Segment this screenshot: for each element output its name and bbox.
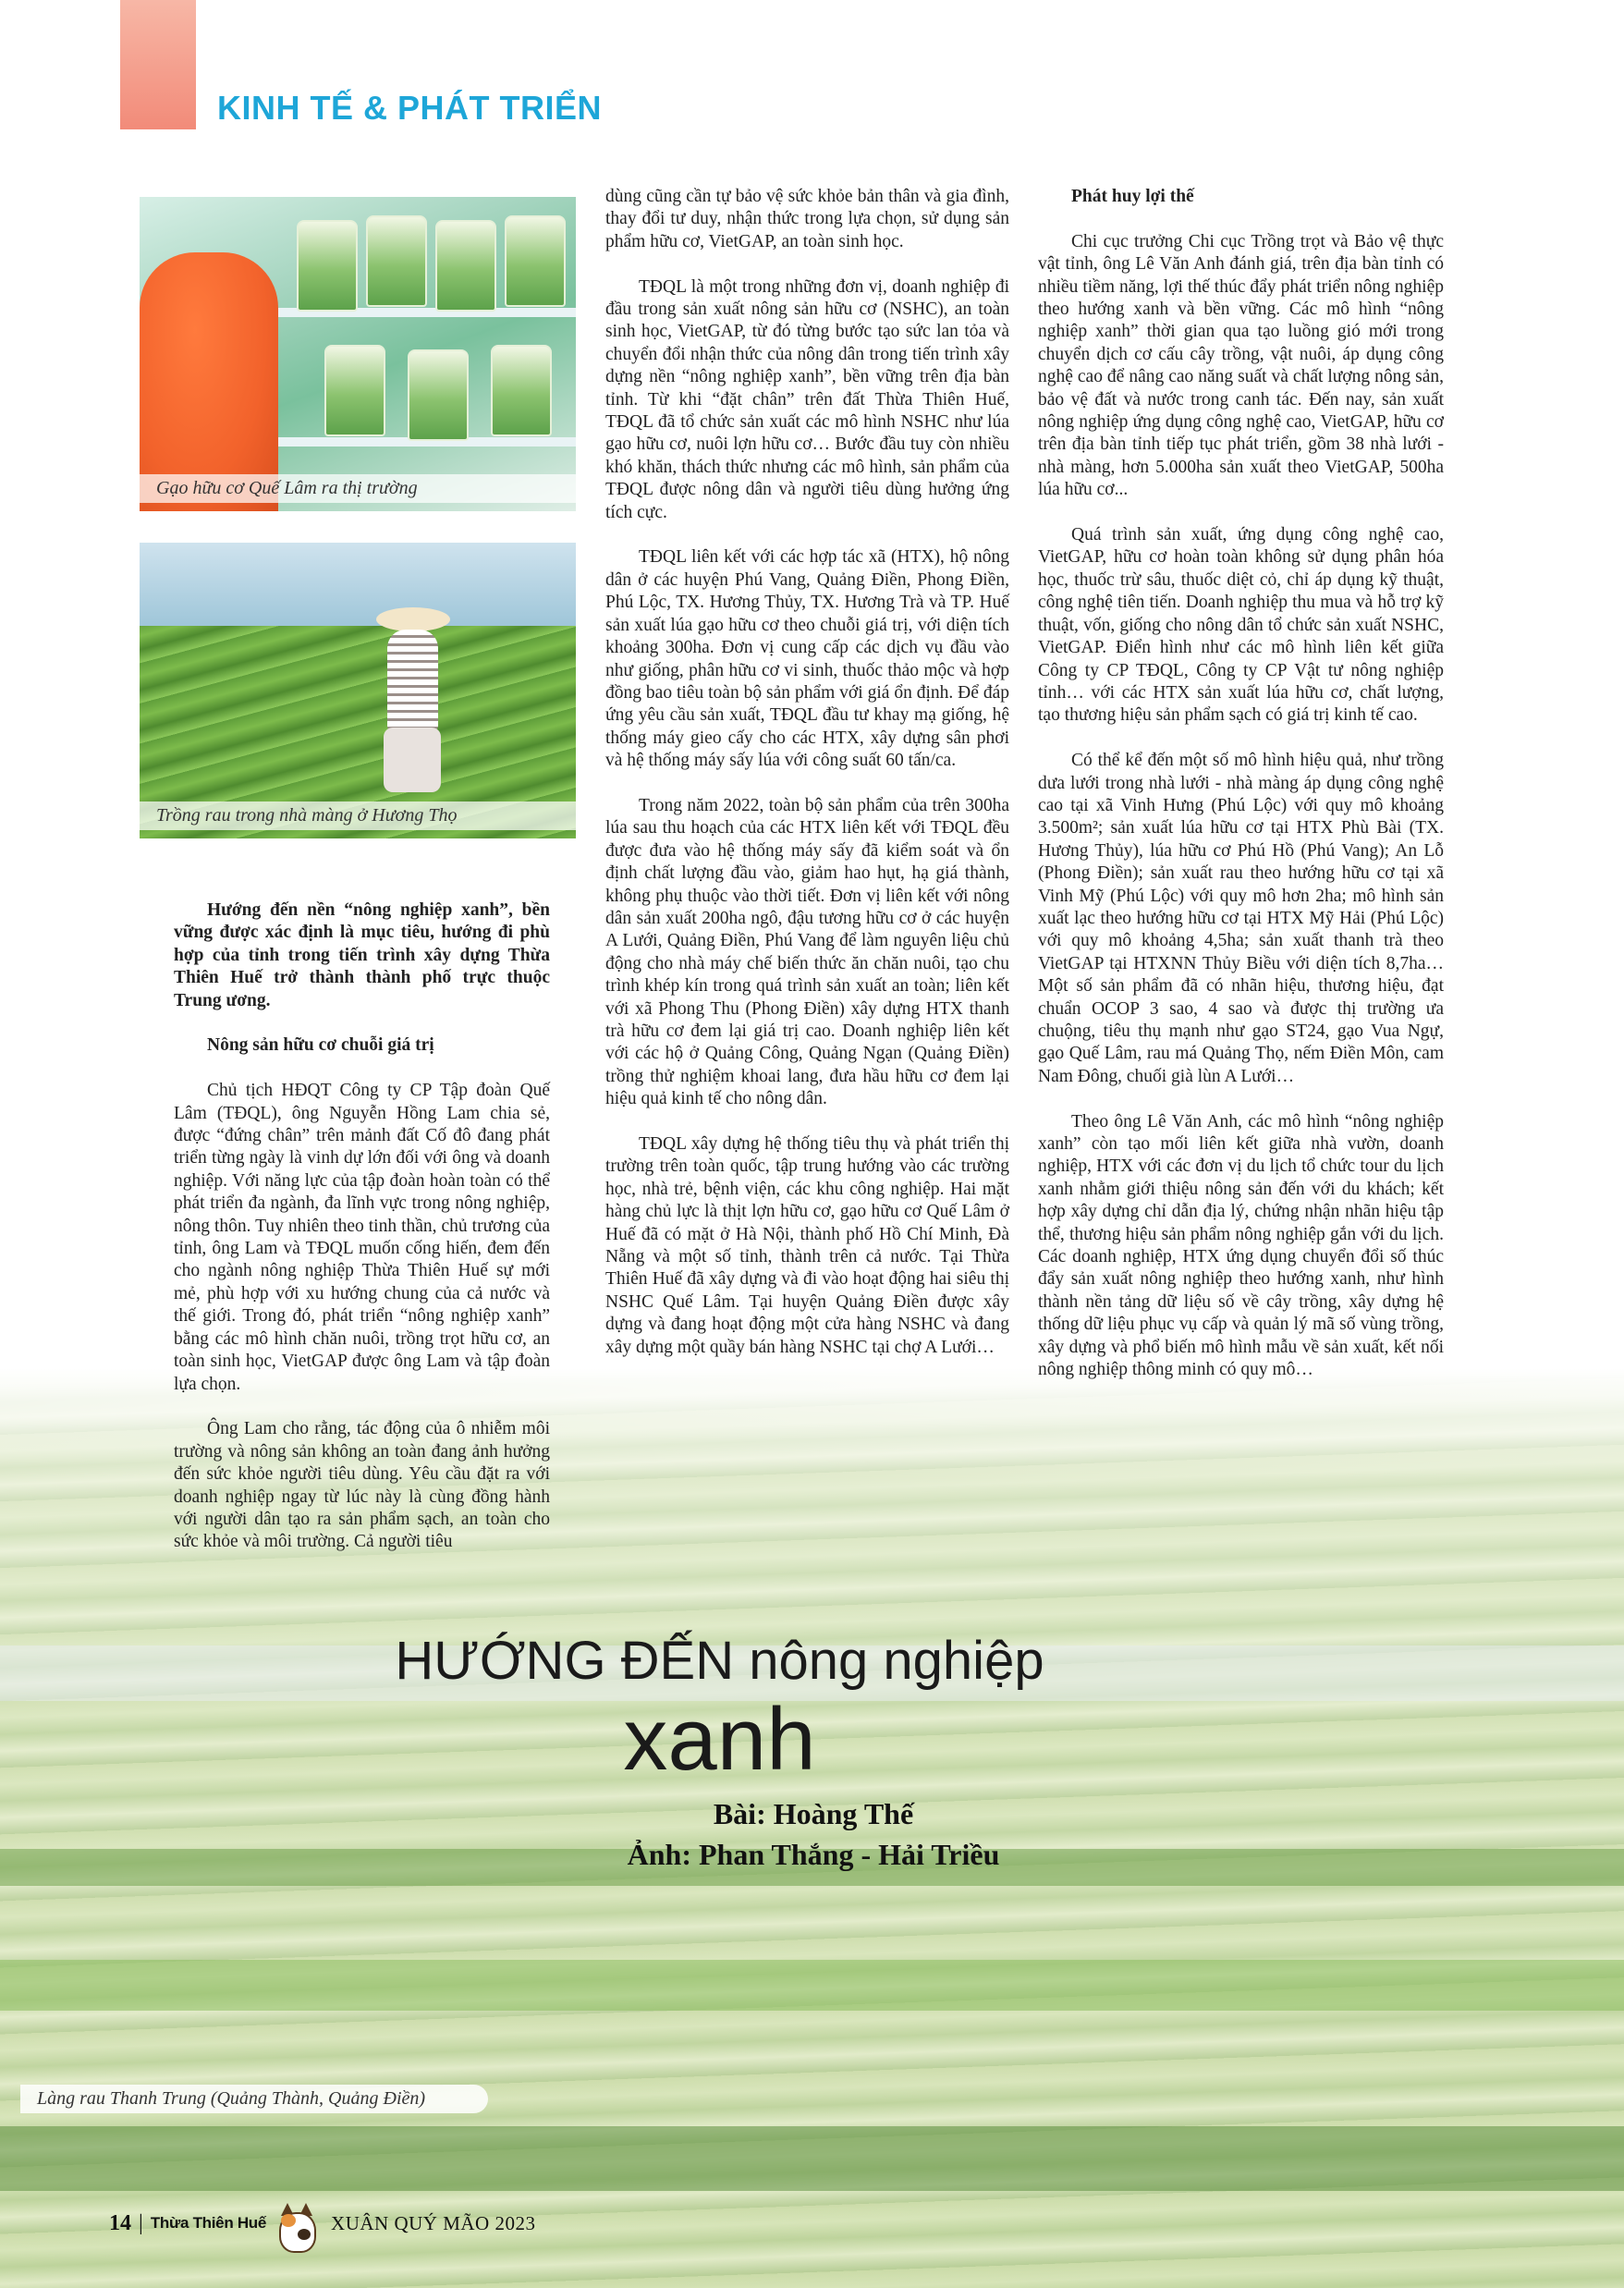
cat-patch [281, 2214, 296, 2227]
photo-band [0, 1960, 1624, 2011]
rice-shelf-photo [140, 197, 576, 511]
greenhouse-roof [140, 543, 576, 626]
paragraph: TĐQL là một trong những đơn vị, doanh nghiệp đi đầu trong sản xuất nông sản hữu cơ (NSHC), an toàn sinh học, VietGAP, từ đó từng bước tạo sức lan tỏa và chuyển đổi nhận thức của nông dân trong tiến trình xây dựng nền “nông nghiệp xanh”, bền vững trên địa bàn tỉnh. Từ khi “đặt chân” trên đất Thừa Thiên Huế, TĐQL đã tổ chức sản xuất các mô hình NSHC như lúa gạo hữu cơ, nuôi lợn hữu cơ… Bước đầu tuy còn nhiều khó khăn, thách thức nhưng các mô hình, sản phẩm của TĐQL được nông dân và người tiêu dùng hưởng ứng tích cực. [605, 276, 1009, 522]
cat-patch [298, 2229, 311, 2240]
rice-bag [297, 220, 358, 312]
paragraph: TĐQL liên kết với các hợp tác xã (HTX), hộ nông dân ở các huyện Phú Vang, Quảng Điền, Phong Điền, Phú Lộc, TX. Hương Thủy, TX. Hương Trà và TP. Huế sản xuất lúa gạo hữu cơ theo chuỗi giá trị, với diện tích khoảng 300ha. Đơn vị cung cấp các dịch vụ đầu vào như giống, phân hữu cơ vi sinh, thuốc thảo mộc và hợp đồng bao tiêu toàn bộ sản phẩm với giá ổn định. Để đáp ứng yêu cầu sản xuất, TĐQL đầu tư khay mạ giống, hệ thống máy gieo cấy cho các HTX, xây dựng sân phơi và hệ thống máy sấy lúa với công suất 60 tấn/ca. [605, 547, 1009, 771]
farmer-figure [371, 607, 454, 792]
issue-label: XUÂN QUÝ MÃO 2023 [331, 2211, 536, 2234]
article-column-1 [174, 899, 550, 1576]
byline-photo: Ảnh: Phan Thắng - Hải Triều [627, 1838, 1000, 1871]
paragraph: Trong năm 2022, toàn bộ sản phẩm của trên 300ha lúa sau thu hoạch của các HTX liên kết với TĐQL đều được đưa vào hệ thống máy sấy đã kiểm soát và ổn định chất lượng đầu vào, giảm hao hụt, hạ giá thành, không phụ thuộc vào thời tiết. Đơn vị liên kết với nông dân sản xuất 200ha ngô, đậu tương hữu cơ ở các huyện A Lưới, Quảng Điền, Phú Vang để làm nguyên liệu chủ động cho nhà máy chế biến thức ăn chăn nuôi, tạo chu trình khép kín trong quá trình sản xuất an toàn; liên kết với xã Phong Thu (Phong Điền) xây dựng HTX thanh trà hữu cơ đem lại giá trị cao. Doanh nghiệp liên kết với các hộ ở Quảng Công, Quảng Ngạn (Quảng Điền) trồng thử nghiệm khoai lang, đưa hầu hữu cơ đem lại hiệu quả kinh tế cho nông dân. [605, 795, 1009, 1109]
page-footer [109, 2205, 535, 2242]
photo-caption: Gạo hữu cơ Quế Lâm ra thị trường [140, 474, 576, 503]
byline [564, 1793, 1063, 1875]
rice-bag [505, 215, 566, 307]
rice-bag [491, 345, 552, 436]
article-lead: Hướng đến nền “nông nghiệp xanh”, bền vững được xác định là mục tiêu, hướng đi phù hợp của tỉnh trong tiến trình xây dựng Thừa Thiên Huế trở thành thành phố trực thuộc Trung ương. [174, 900, 550, 1010]
rice-bag [408, 349, 469, 441]
subheading: Phát huy lợi thế [1071, 187, 1194, 206]
magazine-name: Thừa Thiên Huế [150, 2214, 267, 2232]
title-line-1 [0, 1629, 1532, 1694]
photo-caption: Trồng rau trong nhà màng ở Hương Thọ [140, 801, 576, 830]
title-caps: HƯỚNG ĐẾN [395, 1631, 735, 1691]
paragraph: Ông Lam cho rằng, tác động của ô nhiễm môi trường và nông sản không an toàn đang ảnh hưởng đến sức khỏe người tiêu dùng. Yêu cầu đặt ra với doanh nghiệp ngay từ lúc này là cùng đồng hành với người dân tạo ra sản phẩm sạch, an toàn cho sức khỏe và môi trường. Cả người tiêu [174, 1419, 550, 1552]
greenhouse-photo [140, 543, 576, 838]
torso [387, 630, 438, 731]
section-title: KINH TẾ & PHÁT TRIỂN [217, 89, 603, 127]
paragraph: dùng cũng cần tự bảo vệ sức khỏe bản thân và gia đình, thay đổi tư duy, nhận thức trong lựa chọn, sử dụng sản phẩm hữu cơ, VietGAP, an toàn sinh học. [605, 187, 1009, 251]
photo-band [0, 2126, 1624, 2191]
article-column-2 [605, 186, 1009, 1381]
hat [376, 607, 450, 631]
rice-bag [366, 215, 427, 307]
byline-author: Bài: Hoàng Thế [713, 1797, 914, 1830]
page-number: 14 [109, 2210, 131, 2235]
shopper [140, 252, 278, 511]
title-line-2: xanh [623, 1690, 816, 1789]
rice-bag [435, 220, 496, 312]
article-title [0, 1629, 1624, 1789]
paragraph: TĐQL xây dựng hệ thống tiêu thụ và phát triển thị trường trên toàn quốc, tập trung hướng vào các trường học, nhà trẻ, bệnh viện, các khu công nghiệp. Hai mặt hàng chủ lực là thịt lợn hữu cơ, gạo hữu cơ Quế Lâm ở Huế đã có mặt ở Hà Nội, thành phố Hồ Chí Minh, Đà Nẵng và một số tỉnh, thành trên cả nước. Tại Thừa Thiên Huế đã xây dựng và đi vào hoạt động hai siêu thị NSHC Quế Lâm. Tại huyện Quảng Điền được xây dựng và đang hoạt động một cửa hàng NSHC và đang xây dựng một quầy bán hàng NSHC tại chợ A Lưới… [605, 1134, 1009, 1357]
header-accent-block [120, 0, 196, 129]
footer-separator: | [139, 2210, 143, 2235]
paragraph: Chi cục trưởng Chi cục Trồng trọt và Bảo vệ thực vật tỉnh, ông Lê Văn Anh đánh giá, trên địa bàn tỉnh có nhiều tiềm năng, lợi thế thúc đẩy phát triển nông nghiệp theo hướng xanh và bền vững. Các mô hình “nông nghiệp xanh” thời gian qua tạo luồng gió mới trong chuyển dịch cơ cấu cây trồng, vật nuôi, áp dụng công nghệ cao để nâng cao năng suất và chất lượng nông sản, bảo vệ đất và nước trong canh tác. Đến nay, sản xuất nông nghiệp ứng dụng công nghệ cao, VietGAP, hữu cơ trên địa bàn tỉnh tiếp tục phát triển, gồm 38 nhà lưới - nhà màng, hơn 5.000ha sản xuất theo VietGAP, 500ha lúa hữu cơ... [1038, 231, 1444, 500]
paragraph: Theo ông Lê Văn Anh, các mô hình “nông nghiệp xanh” còn tạo mối liên kết giữa nhà vườn, doanh nghiệp, HTX với các đơn vị du lịch tổ chức tour du lịch xanh nhằm giới thiệu nông sản đến với du khách; kết hợp xây dựng chỉ dẫn địa lý, chứng nhận nhãn hiệu tập thể, thương hiệu sản phẩm nông nghiệp gắn với du lịch. Các doanh nghiệp, HTX ứng dụng chuyển đổi số thúc đẩy sản xuất nông nghiệp theo hướng xanh, như hình thành nền tảng dữ liệu số về cây trồng, xây dựng hệ thống dữ liệu phục vụ cấp và quản lý mã số vùng trồng, xây dựng và phổ biến mô hình mẫu về sản xuất, kết nối nông nghiệp thông minh có quy mô… [1038, 1111, 1444, 1380]
paragraph: Chủ tịch HĐQT Công ty CP Tập đoàn Quế Lâm (TĐQL), ông Nguyễn Hồng Lam chia sẻ, được “đứng chân” trên mảnh đất Cố đô đang phát triển từng ngày là vinh dự lớn đối với ông và doanh nghiệp. Với năng lực của tập đoàn hoàn toàn có thể phát triển đa ngành, đa lĩnh vực trong nông nghiệp, nông thôn. Tuy nhiên theo tinh thần, chủ trương của tỉnh, ông Lam và TĐQL muốn cống hiến, đem đến cho ngành nông nghiệp Thừa Thiên Huế sự mới mẻ, phù hợp với xu hướng chung của cả nước và thế giới. Trong đó, phát triển “nông nghiệp xanh” bằng các mô hình chăn nuôi, trồng trọt hữu cơ, an toàn sinh học, VietGAP được ông Lam và tập đoàn lựa chọn. [174, 1081, 550, 1394]
paragraph: Có thể kể đến một số mô hình hiệu quả, như trồng dưa lưới trong nhà lưới - nhà màng áp dụng công nghệ cao tại xã Vinh Hưng (Phú Lộc) với quy mô khoảng 3.500m²; sản xuất lúa hữu cơ tại HTX Phù Bài (TX. Hương Thủy), lúa hữu cơ Phú Hồ (Phú Vang); An Lỗ (Phong Điền); sản xuất rau theo hướng hữu cơ tại xã Vinh Mỹ (Phú Lộc) với quy mô hơn 2ha; mô hình sản xuất lạc theo hướng hữu cơ tại HTX Mỹ Hải (Phú Lộc) với quy mô khoảng 4,5ha; sản xuất thanh trà theo VietGAP tại HTXNN Thủy Biều với diện tích 8,7ha… Một số sản phẩm đã có nhãn hiệu, thương hiệu, đạt chuẩn OCOP 3 sao, 4 sao và được thị trường ưa chuộng, tiêu thụ mạnh như gạo ST24, gạo Vua Ngự, gạo Quế Lâm, rau má Quảng Thọ, nếm Điền Môn, cam Nam Đông, chuối già lùn A Lưới… [1038, 751, 1444, 1086]
photo-caption: Làng rau Thanh Trung (Quảng Thành, Quảng Điền) [20, 2085, 488, 2113]
article-column-3 [1038, 186, 1444, 1404]
paragraph: Quá trình sản xuất, ứng dụng công nghệ cao, VietGAP, hữu cơ hoàn toàn không sử dụng phân hóa học, thuốc trừ sâu, thuốc diệt cỏ, chỉ áp dụng kỹ thuật, công nghệ tiên tiến. Doanh nghiệp thu mua và hỗ trợ kỹ thuật, vốn, giống cho nông dân tổ chức sản xuất NSHC, VietGAP. Điển hình như các mô hình liên kết giữa Công ty CP TĐQL, Công ty CP Vật tư nông nghiệp tỉnh… với các HTX sản xuất lúa hữu cơ, chất lượng, tạo thương hiệu sản phẩm sạch có giá trị kinh tế cao. [1038, 525, 1444, 726]
cat-mascot-icon [272, 2196, 320, 2251]
legs [384, 728, 441, 792]
subheading: Nông sản hữu cơ chuỗi giá trị [207, 1035, 434, 1056]
rice-bag [324, 345, 385, 436]
title-rest: nông nghiệp [749, 1631, 1044, 1691]
